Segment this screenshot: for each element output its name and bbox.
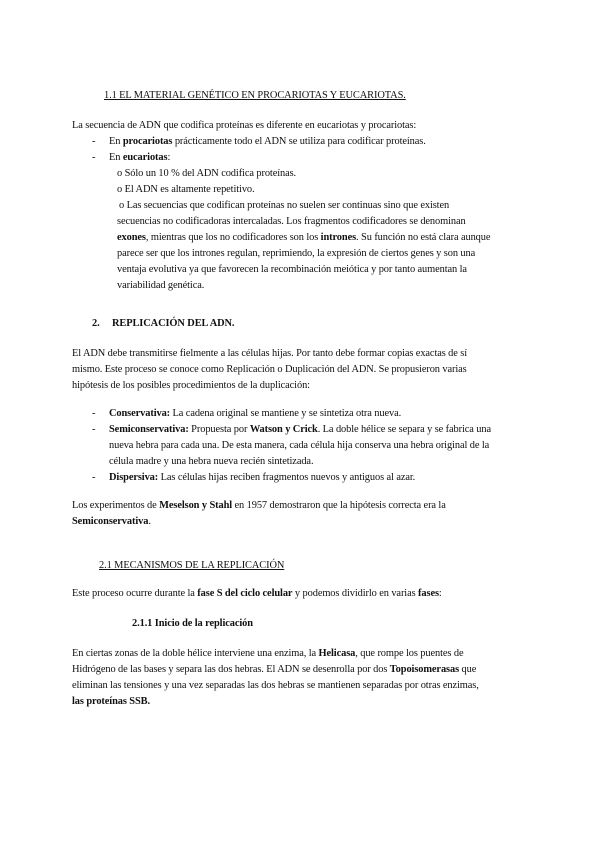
bullet-dash: - xyxy=(92,472,96,483)
experiments-paragraph-line-1: Los experimentos de Meselson y Stahl en 1957 demostraron que la hipótesis correcta era la xyxy=(72,500,446,511)
hypothesis-semiconservativa-line-1: Semiconservativa: Propuesta por Watson y Crick. La doble hélice se separa y se fabrica una xyxy=(109,424,491,435)
subsection-heading-2-1-1: 2.1.1 Inicio de la replicación xyxy=(132,618,253,629)
bullet-dash: - xyxy=(92,424,96,435)
hypothesis-dispersiva: Dispersiva: Las células hijas reciben fragmentos nuevos y antiguos al azar. xyxy=(109,472,416,483)
initiation-paragraph-line-4: las proteínas SSB. xyxy=(72,696,150,707)
initiation-paragraph-line-2: Hidrógeno de las bases y separa las dos hebras. El ADN se desenrolla por dos Topoisomerasas que xyxy=(72,664,477,675)
sub-item-3-line-6: variabilidad genética. xyxy=(117,280,205,291)
bullet-eucariotas: En eucariotas: xyxy=(109,152,171,163)
sub-item-3-line-2: secuencias no codificadoras intercaladas. Los fragmentos codificadores se denominan xyxy=(117,216,466,227)
sub-item-3-line-1: o Las secuencias que codifican proteínas no suelen ser continuas sino que existen xyxy=(119,200,450,211)
sub-item-1: o Sólo un 10 % del ADN codifica proteínas. xyxy=(117,168,297,179)
hypothesis-conservativa: Conservativa: La cadena original se mantiene y se sintetiza otra nueva. xyxy=(109,408,402,419)
hypothesis-semiconservativa-line-2: nueva hebra para cada una. De esta manera, cada célula hija conserva una hebra original de la xyxy=(109,440,490,451)
section-heading-1-1: 1.1 EL MATERIAL GENÉTICO EN PROCARIOTAS Y EUCARIOTAS. xyxy=(104,90,406,101)
section-number-2: 2. xyxy=(92,318,100,329)
sub-item-3-line-4: parece ser que los intrones regulan, reprimiendo, la expresión de ciertos genes y son una xyxy=(117,248,476,259)
replication-paragraph-line-2: mismo. Este proceso se conoce como Replicación o Duplicación del ADN. Se propusieron varias xyxy=(72,364,467,375)
initiation-paragraph-line-3: eliminan las tensiones y una vez separadas las dos hebras se mantienen separadas por otras enzimas, xyxy=(72,680,479,691)
sub-item-2: o El ADN es altamente repetitivo. xyxy=(117,184,255,195)
bullet-dash: - xyxy=(92,136,96,147)
sub-item-3-line-3: exones, mientras que los no codificadores son los intrones. Su función no está clara aunque xyxy=(117,232,491,243)
section-heading-2: REPLICACIÓN DEL ADN. xyxy=(112,318,235,329)
bullet-procariotas: En procariotas prácticamente todo el ADN se utiliza para codificar proteínas. xyxy=(109,136,426,147)
intro-paragraph: La secuencia de ADN que codifica proteínas es diferente en eucariotas y procariotas: xyxy=(72,120,417,131)
sub-item-3-line-5: ventaja evolutiva ya que favorecen la recombinación meiótica y por tanto aumentan la xyxy=(117,264,467,275)
hypothesis-semiconservativa-line-3: célula madre y una hebra nueva recién sintetizada. xyxy=(109,456,314,467)
initiation-paragraph-line-1: En ciertas zonas de la doble hélice interviene una enzima, la Helicasa, que rompe los puentes de xyxy=(72,648,464,659)
replication-paragraph-line-1: El ADN debe transmitirse fielmente a las células hijas. Por tanto debe formar copias exactas de sí xyxy=(72,348,468,359)
replication-paragraph-line-3: hipótesis de los posibles procedimientos de la duplicación: xyxy=(72,380,310,391)
section-heading-2-1: 2.1 MECANISMOS DE LA REPLICACIÓN xyxy=(99,560,285,571)
bullet-dash: - xyxy=(92,152,96,163)
bullet-dash: - xyxy=(92,408,96,419)
experiments-paragraph-line-2: Semiconservativa. xyxy=(72,516,151,527)
phases-paragraph: Este proceso ocurre durante la fase S del ciclo celular y podemos dividirlo en varias fases: xyxy=(72,588,442,599)
